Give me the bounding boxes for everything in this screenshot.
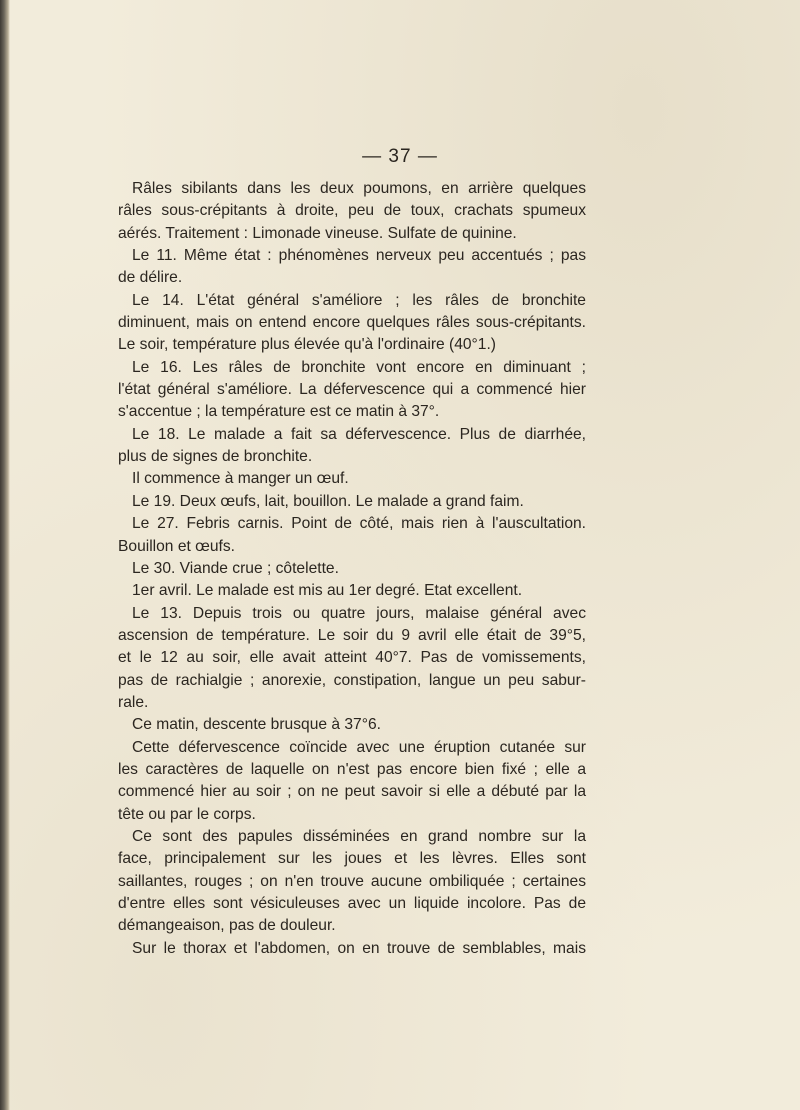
- text-line: diminuent, mais on entend encore quelques râles sous-crépitants.: [118, 314, 586, 332]
- text-line: plus de signes de bronchite.: [118, 448, 313, 466]
- text-line: Le 13. Depuis trois ou quatre jours, malaise général avec: [132, 604, 586, 622]
- text-line: les caractères de laquelle on n'est pas encore bien fixé ; elle a: [118, 760, 586, 778]
- text-line: Le 14. L'état général s'améliore ; les râles de bronchite: [132, 291, 586, 309]
- text-line: saillantes, rouges ; on n'en trouve aucune ombiliquée ; certaines: [118, 872, 586, 890]
- page-number: — 37 —: [362, 146, 438, 167]
- text-line: face, principalement sur les joues et les lèvres. Elles sont: [118, 850, 586, 868]
- text-line: pas de rachialgie ; anorexie, constipation, langue un peu sabur-: [118, 671, 586, 689]
- text-line: râles sous-crépitants à droite, peu de toux, crachats spumeux: [118, 202, 586, 220]
- text-line: rale.: [118, 693, 149, 711]
- text-line: s'accentue ; la température est ce matin à 37°.: [118, 403, 440, 421]
- text-line: l'état général s'améliore. La défervescence qui a commencé hier: [118, 381, 586, 399]
- text-line: commencé hier au soir ; on ne peut savoir si elle a débuté par la: [118, 783, 586, 801]
- text-line: Cette défervescence coïncide avec une éruption cutanée sur: [132, 738, 586, 756]
- text-line: Le soir, température plus élevée qu'à l'ordinaire (40°1.): [118, 336, 496, 354]
- text-line: Ce sont des papules disséminées en grand nombre sur la: [132, 827, 586, 845]
- text-line: Le 19. Deux œufs, lait, bouillon. Le malade a grand faim.: [132, 492, 524, 510]
- text-line: et le 12 au soir, elle avait atteint 40°7. Pas de vomissements,: [118, 649, 586, 667]
- text-line: d'entre elles sont vésiculeuses avec un liquide incolore. Pas de: [118, 895, 586, 912]
- text-line: Le 27. Febris carnis. Point de côté, mais rien à l'auscultation.: [132, 515, 586, 533]
- text-line: Bouillon et œufs.: [118, 537, 236, 555]
- text-line: Le 16. Les râles de bronchite vont encore en diminuant ;: [132, 358, 586, 376]
- text-line: Sur le thorax et l'abdomen, on en trouve de semblables, mais: [132, 939, 586, 957]
- text-line: Ce matin, descente brusque à 37°6.: [132, 716, 381, 734]
- text-line: Le 11. Même état : phénomènes nerveux peu accentués ; pas: [132, 247, 586, 265]
- text-line: démangeaison, pas de douleur.: [118, 917, 336, 935]
- body-text: [118, 178, 586, 960]
- text-line: tête ou par le corps.: [118, 805, 256, 823]
- text-line: Le 18. Le malade a fait sa défervescence. Plus de diarrhée,: [132, 425, 586, 443]
- text-line: 1er avril. Le malade est mis au 1er degré. Etat excellent.: [132, 582, 523, 600]
- text-line: Il commence à manger un œuf.: [132, 470, 349, 488]
- text-line: ascension de température. Le soir du 9 avril elle était de 39°5,: [118, 626, 586, 644]
- text-line: aérés. Traitement : Limonade vineuse. Sulfate de quinine.: [118, 224, 517, 242]
- text-line: Le 30. Viande crue ; côtelette.: [132, 559, 339, 577]
- text-line: Râles sibilants dans les deux poumons, en arrière quelques: [132, 180, 586, 197]
- text-line: de délire.: [118, 269, 183, 287]
